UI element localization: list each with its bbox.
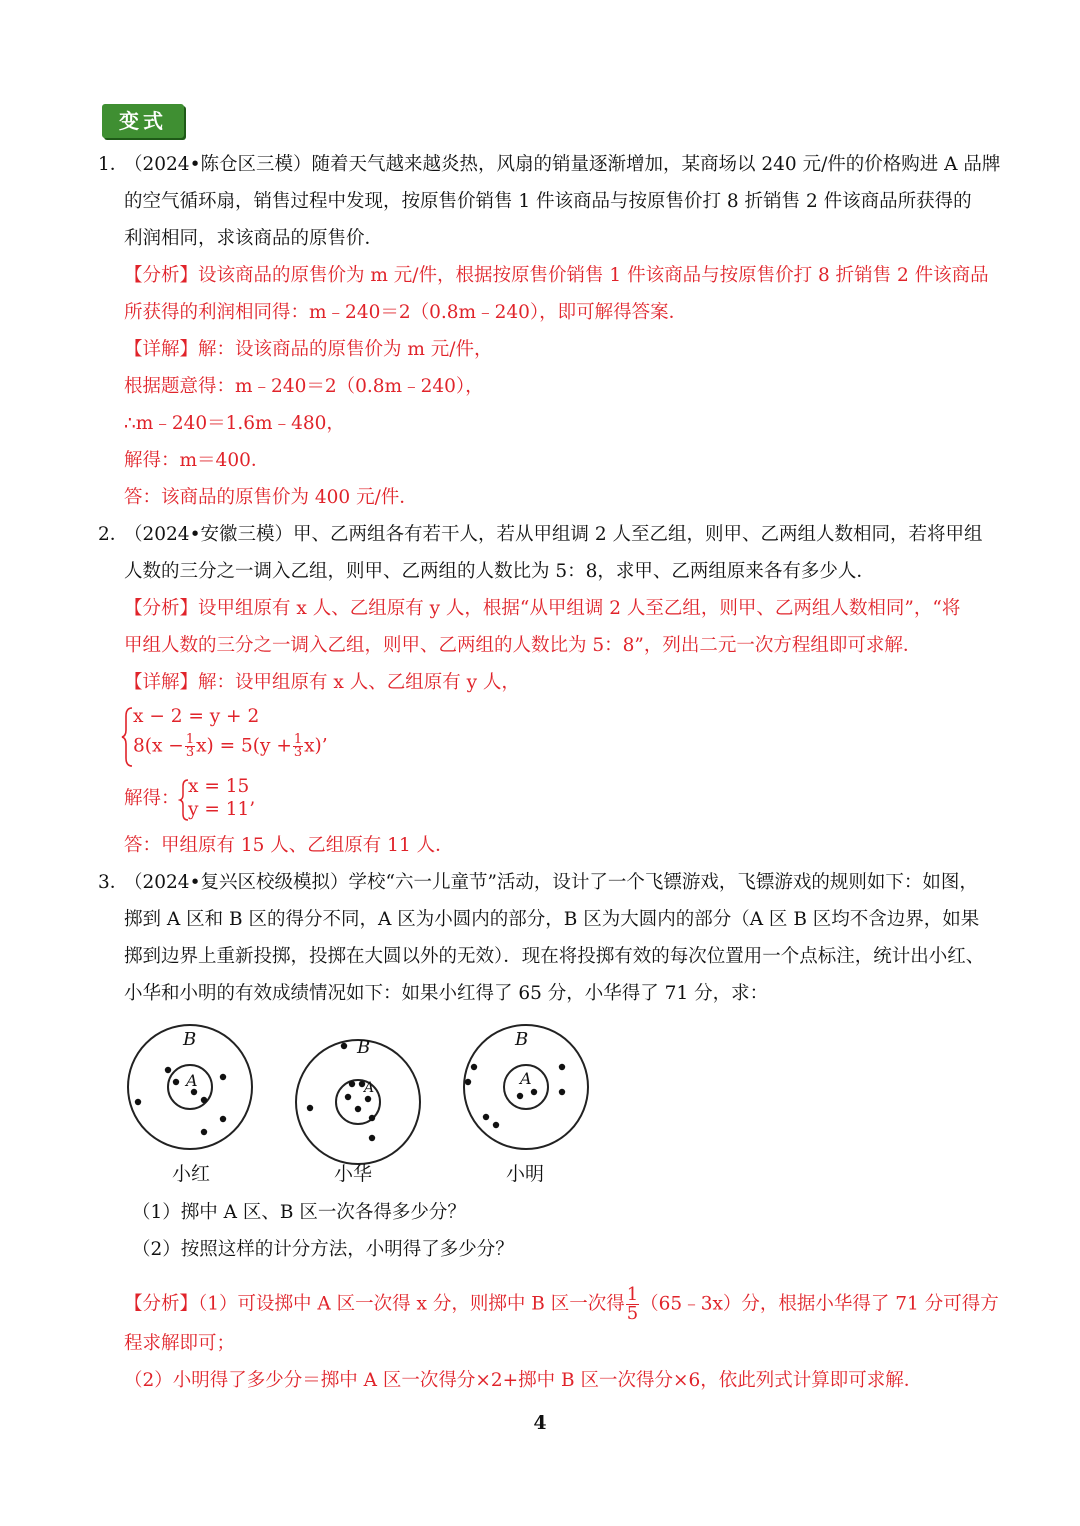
q2-analysis-1: 【分析】设甲组原有 x 人、乙组原有 y 人，根据“从甲组调 2 人至乙组，则甲、乙两组人数相同”，“将 xyxy=(124,598,961,619)
q2-analysis-2: 甲组人数的三分之一调入乙组，则甲、乙两组的人数比为 5：8”，列出二元一次方程组即可求解． xyxy=(124,635,922,656)
board3-label-a: A xyxy=(520,1069,532,1088)
page-number: 4 xyxy=(533,1412,547,1434)
caption-xiaoming: 小明 xyxy=(506,1163,545,1185)
fraction-one-third-2: $\frac{1}{3}$ xyxy=(293,732,303,760)
q1-detail-2: 根据题意得：m﹣240＝2（0.8m﹣240）， xyxy=(124,376,484,397)
dart-dots xyxy=(135,1043,565,1141)
q1-detail-3: ∴m﹣240＝1.6m﹣480， xyxy=(124,413,345,434)
q2-number: 2． xyxy=(98,524,129,545)
q1-line-3: 利润相同，求该商品的原售价． xyxy=(124,228,384,249)
board2-label-b: B xyxy=(357,1037,371,1058)
q3-part-1: （1）掷中 A 区、B 区一次各得多少分？ xyxy=(132,1202,466,1223)
q3-line-3: 掷到边界上重新投掷，投掷在大圆以外的无效）．现在将投掷有效的每次位置用一个点标注，统计出小红、 xyxy=(124,946,985,967)
q2-detail-1: 【详解】解：设甲组原有 x 人、乙组原有 y 人， xyxy=(124,672,520,693)
equation-1: x − 2 = y + 2 xyxy=(133,706,260,727)
board2-label-a: A xyxy=(364,1080,375,1096)
q2-line-2: 人数的三分之一调入乙组，则甲、乙两组的人数比为 5：8，求甲、乙两组原来各有多少人． xyxy=(124,561,875,582)
q3-part-2: （2）按照这样的计分方法，小明得了多少分？ xyxy=(132,1239,514,1260)
variant-badge: 变式 xyxy=(102,104,184,138)
caption-xiaohua: 小华 xyxy=(334,1163,373,1185)
fraction-one-third: $\frac{1}{3}$ xyxy=(185,732,195,760)
q1-line-2: 的空气循环扇，销售过程中发现，按原售价销售 1 件该商品与按原售价打 8 折销售 2 件该商品所获得的 xyxy=(124,191,972,212)
q2-line-1: （2024•安徽三模）甲、乙两组各有若干人，若从甲组调 2 人至乙组，则甲、乙两组人数相同，若将甲组 xyxy=(124,524,983,545)
q3-line-4: 小华和小明的有效成绩情况如下：如果小红得了 65 分，小华得了 71 分，求： xyxy=(124,983,769,1004)
q1-detail-5: 答：该商品的原售价为 400 元/件． xyxy=(124,487,418,508)
q3-analysis-2: 程求解即可； xyxy=(124,1333,236,1354)
board1-label-b: B xyxy=(183,1029,197,1050)
q1-detail-4: 解得：m＝400． xyxy=(124,450,270,471)
system-brace xyxy=(120,706,134,768)
caption-xiaohong: 小红 xyxy=(172,1163,211,1185)
equation-2: 8(x − $\frac{1}{3}$ x) = 5(y + $\frac{1}{3}$ x)’ xyxy=(133,732,328,760)
q1-detail-1: 【详解】解：设该商品的原售价为 m 元/件， xyxy=(124,339,493,360)
q3-number: 3． xyxy=(98,872,129,893)
solution-x: x = 15 xyxy=(188,776,250,797)
q1-analysis-2: 所获得的利润相同得：m﹣240＝2（0.8m﹣240），即可解得答案． xyxy=(124,302,688,323)
q3-line-2: 掷到 A 区和 B 区的得分不同，A 区为小圆内的部分，B 区为大圆内的部分（A 区 B 区均不含边界，如果 xyxy=(124,909,980,930)
board3-label-b: B xyxy=(515,1029,529,1050)
q1-analysis-1: 【分析】设该商品的原售价为 m 元/件，根据按原售价销售 1 件该商品与按原售价打 8 折销售 2 件该商品 xyxy=(124,265,989,286)
solution-label: 解得： xyxy=(124,788,180,809)
q3-line-1: （2024•复兴区校级模拟）学校“六一儿童节”活动，设计了一个飞镖游戏，飞镖游戏的规则如下：如图， xyxy=(124,872,978,893)
q1-line-1: （2024•陈仓区三模）随着天气越来越炎热，风扇的销量逐渐增加，某商场以 240 元/件的价格购进 A 品牌 xyxy=(124,154,1001,175)
q2-answer: 答：甲组原有 15 人、乙组原有 11 人． xyxy=(124,835,454,856)
q1-number: 1． xyxy=(98,154,129,175)
board1-label-a: A xyxy=(186,1071,198,1090)
solution-y: y = 11’ xyxy=(188,799,256,820)
q3-analysis-1: 【分析】（1）可设掷中 A 区一次得 x 分，则掷中 B 区一次得 $\frac{1}{5}$ （65﹣3x）分，根据小华得了 71 分可得方 xyxy=(124,1284,999,1324)
fraction-one-fifth: $\frac{1}{5}$ xyxy=(626,1284,639,1324)
q3-analysis-3: （2）小明得了多少分＝掷中 A 区一次得分×2+掷中 B 区一次得分×6，依此列式计算即可求解． xyxy=(124,1370,923,1391)
